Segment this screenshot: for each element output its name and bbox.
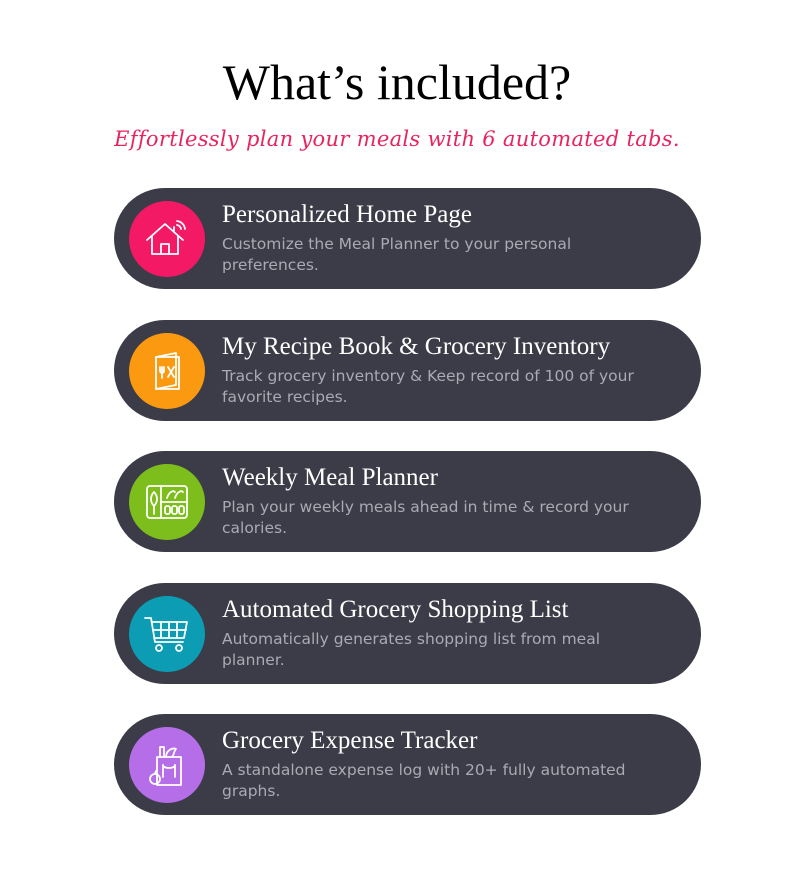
feature-title: Grocery Expense Tracker bbox=[222, 727, 478, 754]
feature-description: Plan your weekly meals ahead in time & record your calories. bbox=[222, 498, 629, 537]
grocery-bag-icon bbox=[129, 727, 205, 803]
recipe-book-icon bbox=[129, 333, 205, 409]
feature-title: Weekly Meal Planner bbox=[222, 464, 438, 491]
feature-card-meal-planner bbox=[114, 451, 701, 552]
page-title: What’s included? bbox=[222, 54, 572, 110]
shopping-cart-icon bbox=[129, 596, 205, 672]
feature-card-shopping-list bbox=[114, 583, 701, 684]
smart-home-icon bbox=[129, 201, 205, 277]
meal-tray-icon bbox=[129, 464, 205, 540]
feature-card-expense-tracker bbox=[114, 714, 701, 815]
feature-description: Automatically generates shopping list from meal planner. bbox=[222, 630, 601, 669]
feature-description: A standalone expense log with 20+ fully automated graphs. bbox=[222, 761, 626, 800]
page-subtitle: Effortlessly plan your meals with 6 automated tabs. bbox=[114, 127, 680, 151]
feature-title: Automated Grocery Shopping List bbox=[222, 596, 569, 623]
feature-card-recipe-book bbox=[114, 320, 701, 421]
feature-title: Personalized Home Page bbox=[222, 201, 472, 228]
feature-title: My Recipe Book & Grocery Inventory bbox=[222, 333, 611, 360]
feature-card-home-page bbox=[114, 188, 701, 289]
feature-description: Customize the Meal Planner to your personal preferences. bbox=[222, 235, 572, 274]
feature-description: Track grocery inventory & Keep record of 100 of your favorite recipes. bbox=[222, 367, 634, 406]
